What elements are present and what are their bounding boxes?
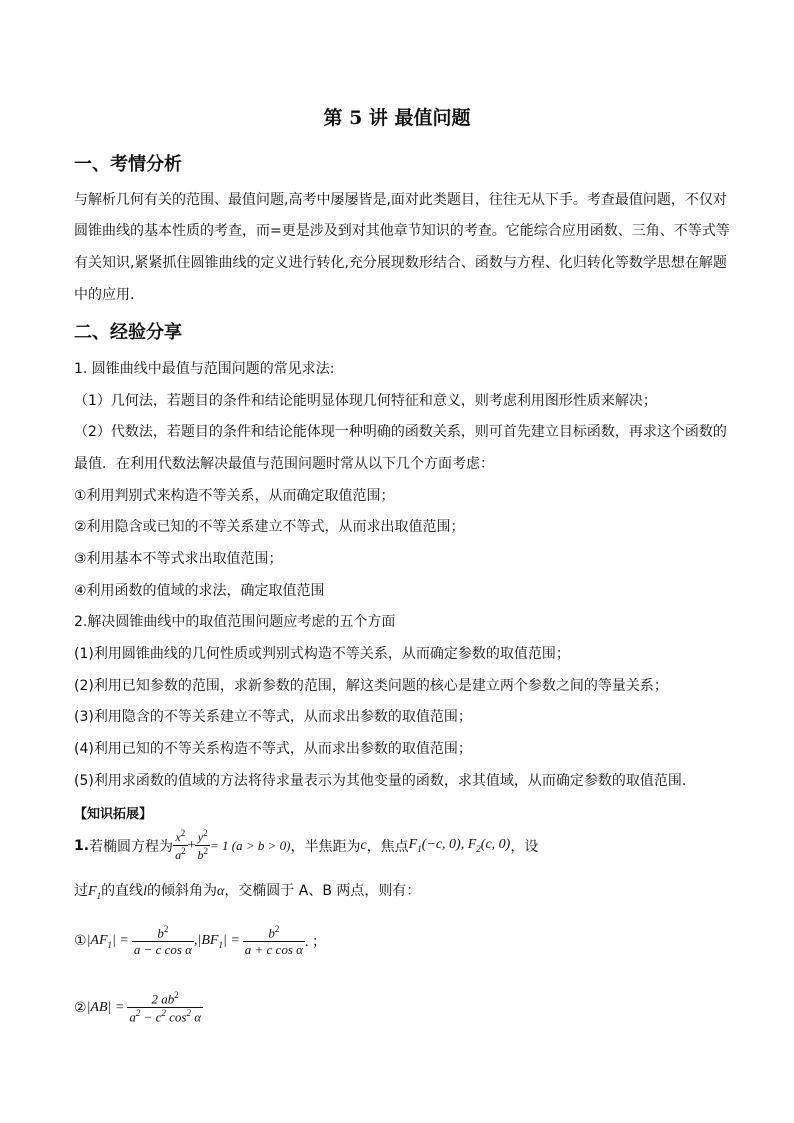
formula-2-marker: ② <box>74 999 87 1016</box>
knowledge-extension-tag: 【知识拓展】 <box>74 807 153 822</box>
fraction-bf1: $\frac{b^2}{\text{a + c cos α}}$ <box>244 924 303 958</box>
experience-line-7: ③利用基本不等式求出取值范围； <box>74 551 283 567</box>
experience-line-8: ④利用函数的值域的求法，确定取值范围 <box>74 583 325 599</box>
section-heading-analysis: 一、考情分析 <box>74 154 182 175</box>
line2-text-d: ，交椭圆于 A、B 两点，则有： <box>224 883 421 899</box>
focus-f1: $F_1$ <box>88 884 102 901</box>
equation-rhs: = 1 (a > b > 0) <box>209 837 291 853</box>
analysis-line-3: 有关知识,紧紧抓住圆锥曲线的定义进行转化,充分展现数形结合、函数与方程、化归转化等数学思想在解题 <box>74 255 727 271</box>
experience-line-2: （1）几何法，若题目的条件和结论能明显体现几何特征和意义，则考虑利用图形性质来解决； <box>74 393 657 409</box>
page-title: 第 5 讲 最值问题 <box>323 107 471 129</box>
foci-expression: $F_1(-c$, 0), $F_2(c$, 0) <box>408 837 511 854</box>
experience-line-6: ②利用隐含或已知的不等关系建立不等式，从而求出取值范围； <box>74 519 465 535</box>
fraction-x-over-a: $\frac{x^2}{a^2}$ <box>175 828 186 862</box>
analysis-line-1: 与解析几何有关的范围、最值问题,高考中屡屡皆是,面对此类题目，往往无从下手。考查最值问题，不仅对 <box>74 192 727 208</box>
fraction-y-over-b: $\frac{y^2}{b^2}$ <box>197 828 208 862</box>
experience-line-13: (4)利用已知的不等关系构造不等式，从而求出参数的取值范围； <box>74 741 472 757</box>
item-text-d: ，设 <box>510 838 539 855</box>
formula-1-lhs-bf1: $|BF_1|$ = <box>197 932 240 950</box>
item-text-a: 若椭圆方程为 <box>89 838 174 855</box>
formula-1-comma: , <box>194 933 198 949</box>
experience-line-12: (3)利用隐含的不等关系建立不等式，从而求出参数的取值范围； <box>74 709 472 725</box>
formula-1-marker: ① <box>74 933 87 950</box>
line-l: l <box>143 884 147 899</box>
item-text-b: ，半焦距为 <box>290 838 361 855</box>
analysis-line-2: 圆锥曲线的基本性质的考查，而=更是涉及到对其他章节知识的考查。它能综合应用函数、三角、不等式等 <box>74 223 730 239</box>
experience-line-11: (2)利用已知参数的范围，求新参数的范围，解这类问题的核心是建立两个参数之间的等量关系； <box>74 678 668 694</box>
experience-line-9: 2.解决圆锥曲线中的取值范围问题应考虑的五个方面 <box>74 614 396 630</box>
line2-text-b: 的直线 <box>101 883 144 899</box>
formula-1-lhs-af1: $|AF_1|$ = <box>86 932 129 950</box>
formula-1 <box>74 924 326 958</box>
experience-line-3: （2）代数法，若题目的条件和结论能体现一种明确的函数关系，则可首先建立目标函数，再求这个函数的 <box>74 424 727 440</box>
angle-alpha: α <box>216 884 225 899</box>
fraction-af1: $\frac{b^2}{\text{a − c cos α}}$ <box>133 924 193 958</box>
extension-item-1-line-2 <box>74 880 420 901</box>
experience-line-10: (1)利用圆锥曲线的几何性质或判别式构造不等关系，从而确定参数的取值范围； <box>74 646 570 662</box>
formula-2 <box>74 990 203 1026</box>
extension-item-1 <box>74 828 538 863</box>
experience-line-1: 1. 圆锥曲线中最值与范围问题的常见求法: <box>74 361 335 377</box>
half-focal-c: c <box>360 837 367 853</box>
experience-line-14: (5)利用求函数的值域的方法将待求量表示为其他变量的函数，求其值域，从而确定参数的取值范围. <box>74 773 687 789</box>
experience-line-5: ①利用判别式来构造不等关系，从而确定取值范围； <box>74 488 395 504</box>
formula-1-tail: . ； <box>304 935 326 951</box>
plus-sign: + <box>187 837 196 853</box>
formula-2-lhs: |AB| = <box>86 999 125 1015</box>
section-heading-experience: 二、经验分享 <box>74 322 182 343</box>
analysis-line-4: 中的应用. <box>74 287 135 303</box>
experience-line-4: 最值．在利用代数法解决最值与范围问题时常从以下几个方面考虑： <box>74 456 494 472</box>
line2-text-c: 的倾斜角为 <box>146 883 217 899</box>
fraction-ab: $\frac{2 ab^2}{a^2 - c^2 \cos^2 \alpha}$ <box>129 990 202 1025</box>
item-text-c: ，焦点 <box>366 838 409 855</box>
item-number: 1. <box>74 837 90 854</box>
line2-text-a: 过 <box>74 883 88 899</box>
